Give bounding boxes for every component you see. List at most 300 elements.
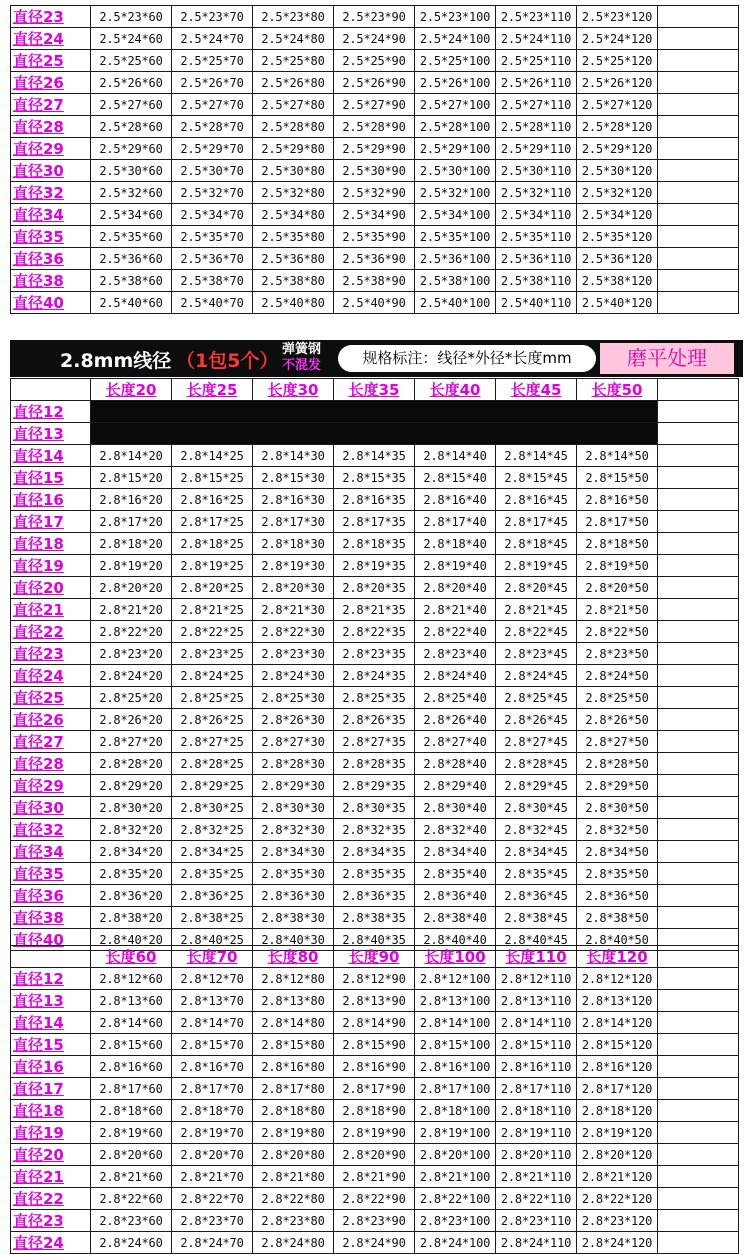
table-row (11, 665, 739, 687)
spec-cell: 2.8*23*90 (334, 1210, 415, 1232)
unavailable-bar (91, 401, 658, 423)
diameter-label: 直径23 (11, 643, 91, 665)
spec-cell: 2.5*24*110 (496, 28, 577, 50)
spec-cell: 2.8*12*60 (91, 968, 172, 990)
table-row (11, 687, 739, 709)
spec-cell: 2.8*12*80 (253, 968, 334, 990)
diameter-label: 直径12 (11, 401, 91, 423)
spec-cell: 2.8*14*35 (334, 445, 415, 467)
spec-cell: 2.8*19*100 (415, 1122, 496, 1144)
diameter-label: 直径38 (11, 907, 91, 929)
spec-cell: 2.8*14*100 (415, 1012, 496, 1034)
spec-cell: 2.8*14*120 (577, 1012, 658, 1034)
table-row (11, 72, 739, 94)
table-row (11, 160, 739, 182)
spec-cell: 2.8*23*50 (577, 643, 658, 665)
empty-cell (658, 665, 739, 687)
spec-cell: 2.5*28*90 (334, 116, 415, 138)
table-row (11, 577, 739, 599)
spec-cell: 2.8*23*100 (415, 1210, 496, 1232)
spec-cell: 2.8*26*45 (496, 709, 577, 731)
spec-cell: 2.8*23*80 (253, 1210, 334, 1232)
spec-cell: 2.8*22*50 (577, 621, 658, 643)
table-row (11, 50, 739, 72)
spec-cell: 2.8*12*100 (415, 968, 496, 990)
spec-cell: 2.8*29*25 (172, 775, 253, 797)
spec-cell: 2.8*15*60 (91, 1034, 172, 1056)
spec-cell: 2.8*28*30 (253, 753, 334, 775)
spec-cell: 2.8*17*70 (172, 1078, 253, 1100)
empty-cell (658, 1078, 739, 1100)
empty-cell (658, 1012, 739, 1034)
diameter-label: 直径13 (11, 990, 91, 1012)
empty-cell (658, 467, 739, 489)
spec-cell: 2.8*28*45 (496, 753, 577, 775)
spec-cell: 2.8*24*30 (253, 665, 334, 687)
spec-cell: 2.8*15*40 (415, 467, 496, 489)
diameter-label: 直径34 (11, 204, 91, 226)
spec-cell: 2.8*16*60 (91, 1056, 172, 1078)
empty-cell (658, 94, 739, 116)
spec-cell: 2.8*15*110 (496, 1034, 577, 1056)
spec-cell: 2.8*27*20 (91, 731, 172, 753)
spec-cell: 2.8*14*80 (253, 1012, 334, 1034)
spec-cell: 2.5*36*100 (415, 248, 496, 270)
empty-cell (658, 379, 739, 401)
diameter-label: 直径19 (11, 555, 91, 577)
spec-cell: 2.8*36*40 (415, 885, 496, 907)
spec-cell: 2.8*21*70 (172, 1166, 253, 1188)
spec-cell: 2.5*30*100 (415, 160, 496, 182)
spec-cell: 2.5*32*110 (496, 182, 577, 204)
spec-cell: 2.8*27*40 (415, 731, 496, 753)
spec-cell: 2.8*36*20 (91, 885, 172, 907)
spec-cell: 2.8*24*50 (577, 665, 658, 687)
table-row (11, 643, 739, 665)
spec-cell: 2.8*40*50 (577, 929, 658, 951)
spec-cell: 2.8*13*120 (577, 990, 658, 1012)
empty-cell (658, 270, 739, 292)
spec-cell: 2.5*26*80 (253, 72, 334, 94)
spec-cell: 2.8*16*50 (577, 489, 658, 511)
length-header: 长度120 (577, 946, 658, 968)
spec-cell: 2.5*36*90 (334, 248, 415, 270)
spec-cell: 2.8*14*45 (496, 445, 577, 467)
spec-cell: 2.8*17*35 (334, 511, 415, 533)
spec-cell: 2.8*24*40 (415, 665, 496, 687)
length-header: 长度25 (172, 379, 253, 401)
spec-cell: 2.5*29*120 (577, 138, 658, 160)
spec-cell: 2.8*12*70 (172, 968, 253, 990)
diameter-label: 直径27 (11, 94, 91, 116)
spec-cell: 2.8*18*100 (415, 1100, 496, 1122)
spec-cell: 2.8*20*50 (577, 577, 658, 599)
spec-cell: 2.5*23*90 (334, 6, 415, 28)
spec-cell: 2.8*32*30 (253, 819, 334, 841)
spec-cell: 2.8*38*45 (496, 907, 577, 929)
spec-cell: 2.5*26*60 (91, 72, 172, 94)
spec-cell: 2.5*34*60 (91, 204, 172, 226)
spec-cell: 2.8*20*20 (91, 577, 172, 599)
spec-cell: 2.5*25*70 (172, 50, 253, 72)
table-row (11, 94, 739, 116)
length-header: 长度90 (334, 946, 415, 968)
spec-cell: 2.8*24*35 (334, 665, 415, 687)
table-row (11, 248, 739, 270)
spec-cell: 2.8*21*80 (253, 1166, 334, 1188)
unavailable-bar (91, 423, 658, 445)
spec-cell: 2.8*23*120 (577, 1210, 658, 1232)
spec-cell: 2.8*21*30 (253, 599, 334, 621)
spec-cell: 2.8*34*40 (415, 841, 496, 863)
spec-cell: 2.8*19*40 (415, 555, 496, 577)
spec-cell: 2.5*23*120 (577, 6, 658, 28)
diameter-label: 直径20 (11, 577, 91, 599)
spec-cell: 2.8*15*50 (577, 467, 658, 489)
spec-cell: 2.5*28*60 (91, 116, 172, 138)
spec-cell: 2.5*32*60 (91, 182, 172, 204)
spec-cell: 2.8*24*120 (577, 1232, 658, 1254)
spec-cell: 2.5*27*120 (577, 94, 658, 116)
spec-cell: 2.8*13*90 (334, 990, 415, 1012)
diameter-label: 直径18 (11, 533, 91, 555)
diameter-label: 直径21 (11, 1166, 91, 1188)
spec-cell: 2.8*16*110 (496, 1056, 577, 1078)
spec-cell: 2.8*20*40 (415, 577, 496, 599)
spec-cell: 2.5*29*80 (253, 138, 334, 160)
spec-cell: 2.8*35*45 (496, 863, 577, 885)
spec-cell: 2.8*29*50 (577, 775, 658, 797)
table-row (11, 182, 739, 204)
spec-cell: 2.8*15*120 (577, 1034, 658, 1056)
diameter-label: 直径25 (11, 687, 91, 709)
spec-cell: 2.8*27*50 (577, 731, 658, 753)
diameter-label: 直径14 (11, 445, 91, 467)
spec-cell: 2.8*17*80 (253, 1078, 334, 1100)
spec-cell: 2.8*16*40 (415, 489, 496, 511)
corner-cell (11, 946, 91, 968)
spec-cell: 2.5*40*90 (334, 292, 415, 314)
spec-cell: 2.8*35*35 (334, 863, 415, 885)
spec-cell: 2.8*15*30 (253, 467, 334, 489)
table-row (11, 797, 739, 819)
empty-cell (658, 555, 739, 577)
spec-cell: 2.5*32*90 (334, 182, 415, 204)
banner-pack-count: （1包5个） (176, 350, 279, 372)
spec-cell: 2.8*40*40 (415, 929, 496, 951)
spec-cell: 2.8*22*30 (253, 621, 334, 643)
spec-cell: 2.8*19*120 (577, 1122, 658, 1144)
empty-cell (658, 775, 739, 797)
spec-cell: 2.8*18*70 (172, 1100, 253, 1122)
section-banner-2-8mm (10, 340, 743, 377)
diameter-label: 直径16 (11, 489, 91, 511)
spec-cell: 2.5*29*100 (415, 138, 496, 160)
empty-cell (658, 6, 739, 28)
spec-cell: 2.8*24*100 (415, 1232, 496, 1254)
spec-cell: 2.8*18*25 (172, 533, 253, 555)
spec-cell: 2.8*26*35 (334, 709, 415, 731)
spec-cell: 2.5*29*60 (91, 138, 172, 160)
spec-cell: 2.8*22*60 (91, 1188, 172, 1210)
empty-cell (658, 1056, 739, 1078)
spec-cell: 2.5*26*90 (334, 72, 415, 94)
spec-cell: 2.8*17*25 (172, 511, 253, 533)
empty-cell (658, 731, 739, 753)
spec-cell: 2.8*21*110 (496, 1166, 577, 1188)
spec-cell: 2.8*12*90 (334, 968, 415, 990)
spec-cell: 2.5*30*80 (253, 160, 334, 182)
empty-cell (658, 885, 739, 907)
table-row (11, 6, 739, 28)
spec-table-2-8mm-short (10, 378, 739, 951)
spec-cell: 2.5*28*100 (415, 116, 496, 138)
spec-cell: 2.8*24*80 (253, 1232, 334, 1254)
banner-wire-title: 2.8mm线径 (60, 350, 172, 372)
table-row (11, 445, 739, 467)
spec-cell: 2.5*28*120 (577, 116, 658, 138)
spec-cell: 2.8*14*50 (577, 445, 658, 467)
table-row (11, 990, 739, 1012)
spec-cell: 2.8*25*20 (91, 687, 172, 709)
spec-cell: 2.8*16*25 (172, 489, 253, 511)
spec-cell: 2.8*14*90 (334, 1012, 415, 1034)
diameter-label: 直径19 (11, 1122, 91, 1144)
empty-cell (658, 599, 739, 621)
empty-cell (658, 226, 739, 248)
diameter-label: 直径29 (11, 138, 91, 160)
table-row (11, 1100, 739, 1122)
spec-table-2-5mm (10, 5, 739, 314)
diameter-label: 直径32 (11, 182, 91, 204)
spec-cell: 2.8*12*110 (496, 968, 577, 990)
diameter-label: 直径28 (11, 753, 91, 775)
diameter-label: 直径26 (11, 72, 91, 94)
spec-cell: 2.8*17*60 (91, 1078, 172, 1100)
spec-cell: 2.8*24*90 (334, 1232, 415, 1254)
empty-cell (658, 72, 739, 94)
empty-cell (658, 204, 739, 226)
spec-cell: 2.8*18*30 (253, 533, 334, 555)
banner-material: 弹簧钢 (282, 342, 322, 357)
table-row-unavailable (11, 401, 739, 423)
length-header: 长度100 (415, 946, 496, 968)
spec-cell: 2.8*27*45 (496, 731, 577, 753)
spec-cell: 2.5*35*90 (334, 226, 415, 248)
spec-cell: 2.5*25*80 (253, 50, 334, 72)
spec-cell: 2.5*28*110 (496, 116, 577, 138)
diameter-label: 直径36 (11, 885, 91, 907)
spec-cell: 2.8*19*50 (577, 555, 658, 577)
spec-cell: 2.8*34*30 (253, 841, 334, 863)
spec-cell: 2.8*28*35 (334, 753, 415, 775)
spec-cell: 2.8*20*25 (172, 577, 253, 599)
spec-cell: 2.8*17*110 (496, 1078, 577, 1100)
spec-cell: 2.8*26*30 (253, 709, 334, 731)
spec-cell: 2.8*40*25 (172, 929, 253, 951)
diameter-label: 直径15 (11, 467, 91, 489)
spec-cell: 2.5*24*80 (253, 28, 334, 50)
corner-cell (11, 379, 91, 401)
spec-cell: 2.5*30*60 (91, 160, 172, 182)
spec-cell: 2.8*35*20 (91, 863, 172, 885)
spec-cell: 2.8*40*30 (253, 929, 334, 951)
spec-cell: 2.5*24*70 (172, 28, 253, 50)
spec-cell: 2.8*35*25 (172, 863, 253, 885)
spec-cell: 2.8*25*40 (415, 687, 496, 709)
spec-cell: 2.8*23*70 (172, 1210, 253, 1232)
spec-cell: 2.5*32*70 (172, 182, 253, 204)
spec-cell: 2.8*21*45 (496, 599, 577, 621)
table-row (11, 116, 739, 138)
empty-cell (658, 990, 739, 1012)
empty-cell (658, 946, 739, 968)
empty-cell (658, 116, 739, 138)
diameter-label: 直径24 (11, 28, 91, 50)
empty-cell (658, 423, 739, 445)
spec-cell: 2.8*27*30 (253, 731, 334, 753)
empty-cell (658, 841, 739, 863)
empty-cell (658, 511, 739, 533)
spec-cell: 2.8*29*30 (253, 775, 334, 797)
spec-cell: 2.8*14*110 (496, 1012, 577, 1034)
spec-cell: 2.8*32*35 (334, 819, 415, 841)
spec-cell: 2.8*18*35 (334, 533, 415, 555)
empty-cell (658, 863, 739, 885)
spec-cell: 2.5*36*80 (253, 248, 334, 270)
table-row (11, 731, 739, 753)
table-row (11, 1034, 739, 1056)
diameter-label: 直径28 (11, 116, 91, 138)
spec-cell: 2.8*26*25 (172, 709, 253, 731)
spec-cell: 2.8*19*35 (334, 555, 415, 577)
diameter-label: 直径21 (11, 599, 91, 621)
empty-cell (658, 292, 739, 314)
spec-table-2-8mm-long (10, 945, 739, 1254)
spec-cell: 2.8*30*20 (91, 797, 172, 819)
spec-cell: 2.8*26*40 (415, 709, 496, 731)
diameter-label: 直径30 (11, 160, 91, 182)
spec-cell: 2.8*14*25 (172, 445, 253, 467)
spec-cell: 2.8*15*100 (415, 1034, 496, 1056)
table-row (11, 226, 739, 248)
spec-cell: 2.8*35*50 (577, 863, 658, 885)
spec-cell: 2.5*38*100 (415, 270, 496, 292)
spec-cell: 2.8*18*20 (91, 533, 172, 555)
empty-cell (658, 445, 739, 467)
empty-cell (658, 1122, 739, 1144)
spec-cell: 2.5*29*70 (172, 138, 253, 160)
table-row (11, 533, 739, 555)
spec-cell: 2.8*38*50 (577, 907, 658, 929)
length-header: 长度30 (253, 379, 334, 401)
spec-cell: 2.8*38*35 (334, 907, 415, 929)
spec-cell: 2.8*29*35 (334, 775, 415, 797)
spec-cell: 2.5*23*110 (496, 6, 577, 28)
spec-cell: 2.8*22*100 (415, 1188, 496, 1210)
spec-cell: 2.5*30*120 (577, 160, 658, 182)
spec-cell: 2.5*34*110 (496, 204, 577, 226)
spec-cell: 2.8*32*50 (577, 819, 658, 841)
spec-cell: 2.5*38*70 (172, 270, 253, 292)
spec-cell: 2.5*38*80 (253, 270, 334, 292)
diameter-label: 直径32 (11, 819, 91, 841)
diameter-label: 直径38 (11, 270, 91, 292)
spec-cell: 2.5*26*100 (415, 72, 496, 94)
length-header: 长度110 (496, 946, 577, 968)
spec-cell: 2.8*14*40 (415, 445, 496, 467)
spec-cell: 2.5*28*70 (172, 116, 253, 138)
diameter-label: 直径24 (11, 665, 91, 687)
spec-cell: 2.8*19*110 (496, 1122, 577, 1144)
diameter-label: 直径35 (11, 226, 91, 248)
table-row-unavailable (11, 423, 739, 445)
spec-cell: 2.8*24*20 (91, 665, 172, 687)
spec-cell: 2.8*20*60 (91, 1144, 172, 1166)
empty-cell (658, 1232, 739, 1254)
spec-cell: 2.8*22*80 (253, 1188, 334, 1210)
spec-cell: 2.5*32*80 (253, 182, 334, 204)
table-row (11, 841, 739, 863)
spec-cell: 2.5*25*120 (577, 50, 658, 72)
spec-cell: 2.8*16*30 (253, 489, 334, 511)
spec-cell: 2.8*34*50 (577, 841, 658, 863)
spec-cell: 2.5*23*80 (253, 6, 334, 28)
spec-cell: 2.5*38*60 (91, 270, 172, 292)
spec-cell: 2.5*27*80 (253, 94, 334, 116)
empty-cell (658, 819, 739, 841)
spec-cell: 2.8*20*90 (334, 1144, 415, 1166)
diameter-label: 直径35 (11, 863, 91, 885)
table-row (11, 709, 739, 731)
spec-cell: 2.8*27*35 (334, 731, 415, 753)
spec-cell: 2.8*19*70 (172, 1122, 253, 1144)
spec-cell: 2.8*22*20 (91, 621, 172, 643)
spec-cell: 2.8*38*30 (253, 907, 334, 929)
spec-cell: 2.5*40*80 (253, 292, 334, 314)
spec-cell: 2.8*29*45 (496, 775, 577, 797)
spec-cell: 2.8*17*30 (253, 511, 334, 533)
spec-cell: 2.8*23*110 (496, 1210, 577, 1232)
spec-cell: 2.8*38*40 (415, 907, 496, 929)
spec-cell: 2.8*28*40 (415, 753, 496, 775)
length-header: 长度20 (91, 379, 172, 401)
spec-cell: 2.8*22*35 (334, 621, 415, 643)
table-row (11, 204, 739, 226)
diameter-label: 直径23 (11, 6, 91, 28)
spec-cell: 2.8*13*80 (253, 990, 334, 1012)
spec-cell: 2.8*21*25 (172, 599, 253, 621)
spec-cell: 2.8*21*20 (91, 599, 172, 621)
spec-cell: 2.8*17*50 (577, 511, 658, 533)
length-header: 长度60 (91, 946, 172, 968)
spec-cell: 2.8*15*35 (334, 467, 415, 489)
spec-cell: 2.8*24*25 (172, 665, 253, 687)
spec-cell: 2.8*35*30 (253, 863, 334, 885)
spec-cell: 2.8*18*80 (253, 1100, 334, 1122)
spec-cell: 2.8*24*60 (91, 1232, 172, 1254)
spec-cell: 2.5*36*120 (577, 248, 658, 270)
empty-cell (658, 182, 739, 204)
empty-cell (658, 709, 739, 731)
table-row (11, 753, 739, 775)
empty-cell (658, 248, 739, 270)
banner-spec-format: 规格标注：线径*外径*长度mm (338, 345, 596, 372)
spec-cell: 2.8*38*25 (172, 907, 253, 929)
spec-cell: 2.5*34*90 (334, 204, 415, 226)
empty-cell (658, 753, 739, 775)
spec-cell: 2.8*17*120 (577, 1078, 658, 1100)
